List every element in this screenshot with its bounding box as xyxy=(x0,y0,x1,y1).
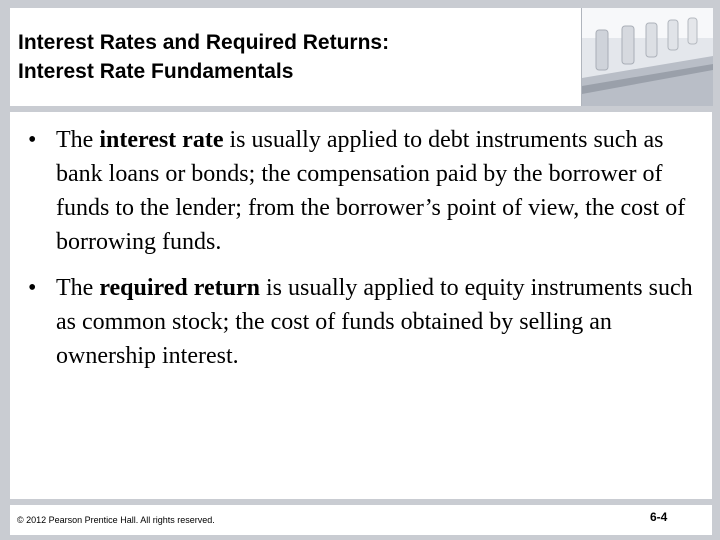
slide-body xyxy=(10,112,712,499)
bullet-symbol: • xyxy=(28,275,37,301)
bullet-symbol: • xyxy=(28,127,37,153)
bullet-term-interest-rate: interest rate xyxy=(99,127,224,153)
slide-header xyxy=(10,8,712,106)
bullet-body-text: is usually applied to debt instruments such as bank loans or bonds; the compensation paid by the borrower of funds to the lender; from the borrower’s point of view, the cost of borrowing funds. xyxy=(56,127,686,255)
bullet-term-required-return: required return xyxy=(99,275,260,301)
bullet-body-text: is usually applied to equity instruments such as common stock; the cost of funds obtained by selling an ownership interest. xyxy=(56,275,693,369)
bullet-required-return xyxy=(28,271,708,373)
conference-room-illustration xyxy=(582,8,713,106)
header-conference-room-image xyxy=(581,8,713,106)
copyright-notice: © 2012 Pearson Prentice Hall. All rights reserved. xyxy=(17,515,215,525)
bullet-lead-text: The xyxy=(56,127,100,153)
slide-title-line-1: Interest Rates and Required Returns: xyxy=(18,31,390,54)
bullet-interest-rate xyxy=(28,123,708,259)
slide-footer xyxy=(10,505,712,535)
slide-title-line-2: Interest Rate Fundamentals xyxy=(18,60,294,83)
slide-title xyxy=(18,28,578,86)
slide-number: 6-4 xyxy=(650,510,668,524)
bullet-lead-text: The xyxy=(56,275,100,301)
